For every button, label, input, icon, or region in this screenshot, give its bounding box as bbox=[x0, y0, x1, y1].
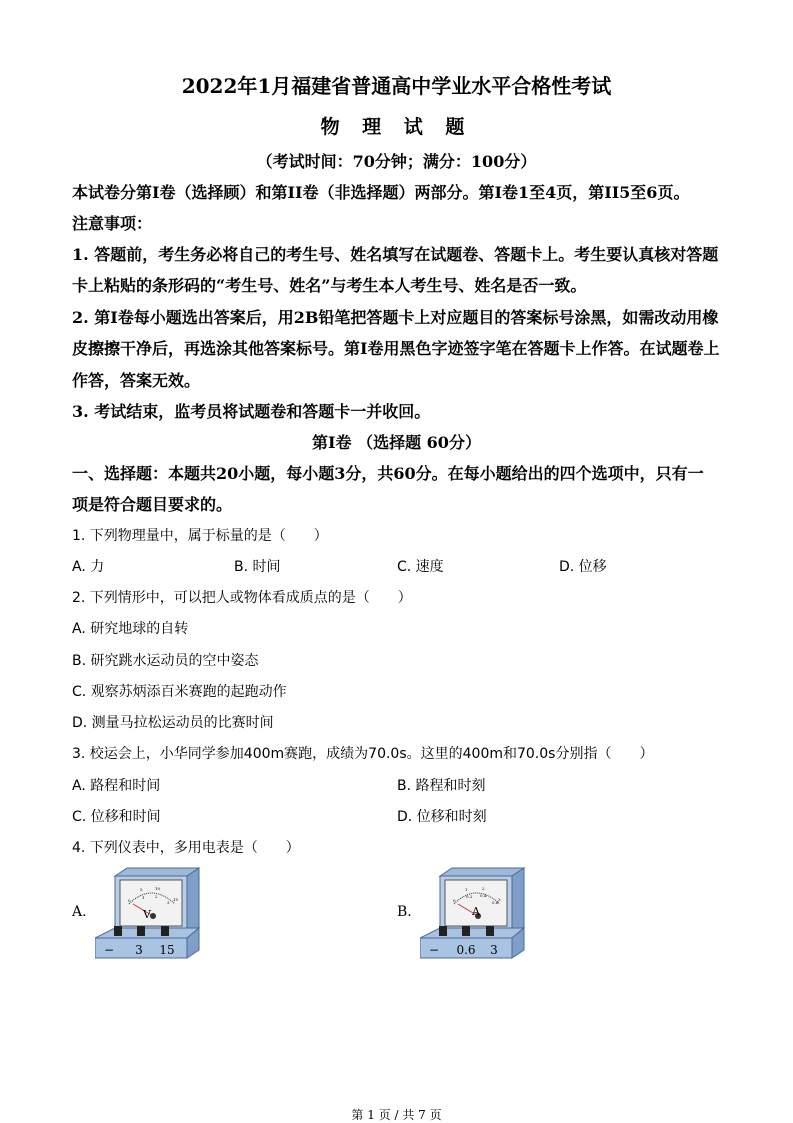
time-info: （考试时间：70分钟；满分：100分） bbox=[256, 152, 537, 171]
terminal-label: − bbox=[428, 943, 440, 957]
intro-line: 作答，答案无效。 bbox=[72, 371, 201, 390]
scale-label: 2 bbox=[155, 894, 158, 899]
intro-line: 1. 答题前，考生务必将自己的考生号、姓名填写在试题卷、答题卡上。考生要认真核对答题 bbox=[72, 245, 719, 264]
meter-symbol: V bbox=[143, 908, 151, 921]
meter-symbol: A bbox=[472, 905, 480, 918]
option: A. 路程和时间 bbox=[72, 778, 161, 794]
intro-line: 注意事项： bbox=[72, 214, 153, 233]
scale-label: 0.2 bbox=[466, 894, 473, 899]
option: A. 力 bbox=[72, 559, 105, 575]
terminal-label: 3 bbox=[490, 943, 498, 957]
scale-label: 10 bbox=[155, 886, 161, 891]
option: C. 位移和时间 bbox=[72, 809, 161, 825]
page-footer: 第 1 页 / 共 7 页 bbox=[351, 1108, 442, 1122]
scale-label: 15 bbox=[173, 897, 179, 902]
scale-label: 0 bbox=[128, 898, 131, 903]
option: B. 时间 bbox=[234, 559, 281, 575]
intro-line: 皮擦擦干净后，再选涂其他答案标号。第I卷用黑色字迹签字笔在答题卡上作答。在试题卷上 bbox=[72, 339, 720, 358]
scale-label: 0 bbox=[453, 898, 456, 903]
option: D. 测量马拉松运动员的比赛时间 bbox=[72, 715, 274, 731]
scale-label: 1 bbox=[465, 887, 468, 892]
scale-label: 3 bbox=[167, 900, 170, 905]
terminal-label: 3 bbox=[135, 943, 143, 957]
section-desc: 项是符合题目要求的。 bbox=[72, 495, 233, 514]
option: B. 路程和时刻 bbox=[397, 778, 486, 794]
exam-title: 2022年1月福建省普通高中学业水平合格性考试 bbox=[181, 74, 612, 98]
option: A. 研究地球的自转 bbox=[72, 621, 189, 637]
intro-line: 本试卷分第I卷（选择顾）和第II卷（非选择题）两部分。第I卷1至4页，第II5至6页。 bbox=[72, 183, 690, 202]
question-stem: 4. 下列仪表中，多用电表是（ ） bbox=[72, 840, 300, 856]
scale-label: 0.4 bbox=[480, 893, 487, 898]
scale-label: 1 bbox=[142, 895, 145, 900]
option: B. bbox=[397, 904, 412, 920]
subject-title: 物 理 试 题 bbox=[320, 116, 473, 138]
option: A. bbox=[72, 904, 87, 920]
voltmeter-image bbox=[95, 866, 205, 960]
intro-line: 3. 考试结束，监考员将试题卷和答题卡一并收回。 bbox=[72, 402, 431, 421]
option: D. 位移和时刻 bbox=[397, 809, 487, 825]
intro-line: 2. 第I卷每小题选出答案后，用2B铅笔把答题卡上对应题目的答案标号涂黑，如需改动用橡 bbox=[72, 308, 719, 327]
intro-line: 卡上粘贴的条形码的“考生号、姓名”与考生本人考生号、姓名是否一致。 bbox=[72, 276, 587, 295]
option: D. 位移 bbox=[559, 559, 607, 575]
scale-label: 0.6 bbox=[492, 900, 499, 905]
question-stem: 2. 下列情形中，可以把人或物体看成质点的是（ ） bbox=[72, 590, 412, 606]
section-title: 第I卷 （选择题 60分） bbox=[312, 433, 481, 452]
scale-label: 2 bbox=[482, 886, 485, 891]
scale-label: 3 bbox=[498, 897, 501, 902]
ammeter-image bbox=[420, 866, 530, 960]
terminal-label: 0.6 bbox=[456, 943, 476, 957]
question-stem: 1. 下列物理量中，属于标量的是（ ） bbox=[72, 528, 328, 544]
terminal-label: 15 bbox=[159, 943, 175, 957]
question-stem: 3. 校运会上，小华同学参加400m赛跑，成绩为70.0s。这里的400m和70.0s分别指（ ） bbox=[72, 746, 654, 762]
option: C. 观察苏炳添百米赛跑的起跑动作 bbox=[72, 684, 287, 700]
terminal-label: − bbox=[103, 943, 115, 957]
scale-label: 5 bbox=[140, 887, 143, 892]
option: C. 速度 bbox=[397, 559, 444, 575]
section-desc: 一、选择题：本题共20小题，每小题3分，共60分。在每小题给出的四个选项中，只有一 bbox=[72, 464, 704, 483]
option: B. 研究跳水运动员的空中姿态 bbox=[72, 653, 259, 669]
